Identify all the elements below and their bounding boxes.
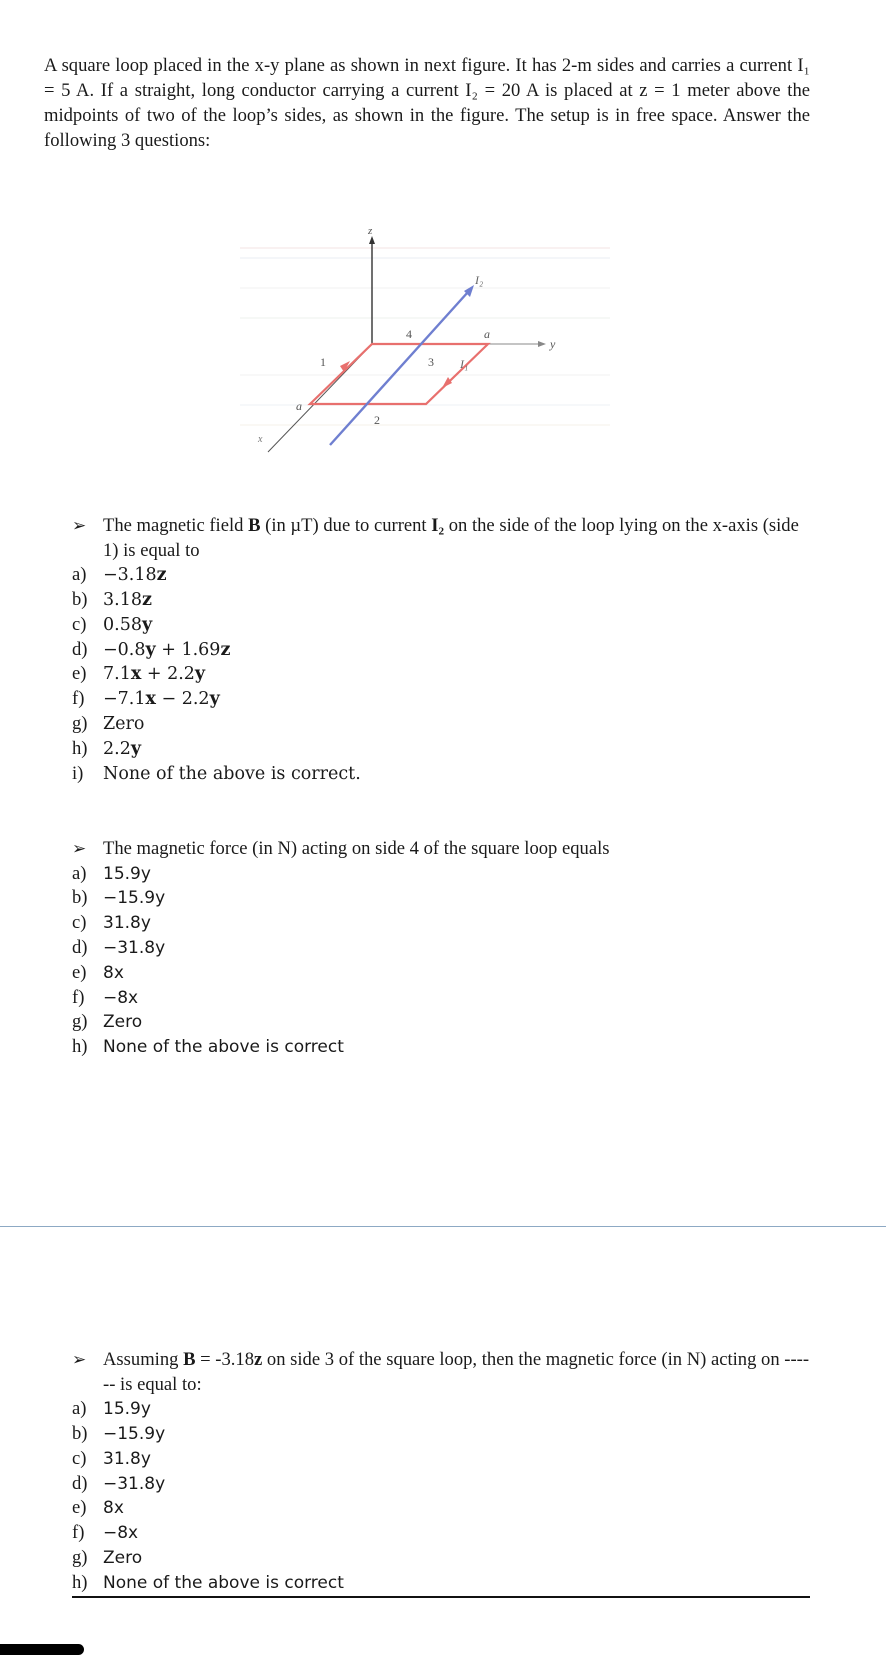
a-label-top: a bbox=[484, 327, 490, 341]
z-axis-arrowhead bbox=[369, 236, 375, 244]
a-label-left: a bbox=[296, 399, 302, 413]
y-axis-arrowhead bbox=[538, 341, 546, 347]
loop-figure bbox=[240, 220, 610, 460]
question-3 bbox=[72, 1348, 812, 1596]
q3-option-b[interactable]: b) −15.9y bbox=[72, 1422, 166, 1444]
q3-option-e[interactable]: e) 8x bbox=[72, 1497, 124, 1519]
q3-option-f[interactable]: f) −8x bbox=[72, 1522, 139, 1544]
q2-option-h[interactable]: h) None of the above is correct bbox=[72, 1036, 344, 1058]
q2-option-e[interactable]: e) 8x bbox=[72, 961, 124, 983]
q2-option-g[interactable]: g) Zero bbox=[72, 1011, 143, 1033]
loop-current-arrow-side-3 bbox=[442, 377, 452, 388]
page-divider bbox=[0, 1226, 886, 1227]
question-3-stem: ➢ Assuming B = -3.18z on side 3 of the square loop, then the magnetic force (in N) acting on ------ is equal to: bbox=[72, 1349, 810, 1395]
q2-option-d[interactable]: d) −31.8y bbox=[72, 936, 166, 958]
side-2-label: 2 bbox=[374, 413, 380, 427]
bullet-arrow-icon: ➢ bbox=[72, 1350, 87, 1369]
question-2-stem: ➢ The magnetic force (in N) acting on side 4 of the square loop equals bbox=[72, 837, 812, 862]
q3-option-h[interactable]: h) None of the above is correct bbox=[72, 1571, 344, 1593]
q2-option-c[interactable]: c) 31.8y bbox=[72, 912, 151, 934]
intro-sentence-2: I₁ = 5 A. If a straight, long conductor carrying a current I₂ = 20 A is placed at z = 1 meter above bbox=[44, 55, 810, 101]
q1-option-i[interactable]: i) None of the above is correct. bbox=[72, 762, 361, 784]
q1-option-h[interactable]: h) 2.2y bbox=[72, 737, 142, 759]
q1-option-g[interactable]: g) Zero bbox=[72, 712, 145, 734]
q3-option-a[interactable]: a) 15.9y bbox=[72, 1398, 151, 1420]
bullet-arrow-icon: ➢ bbox=[72, 516, 87, 535]
scroll-indicator-bar bbox=[0, 1644, 84, 1655]
side-1-label: 1 bbox=[320, 355, 326, 369]
q1-option-f[interactable]: f) −7.1x − 2.2y bbox=[72, 688, 220, 710]
q2-option-b[interactable]: b) −15.9y bbox=[72, 887, 166, 909]
square-loop bbox=[310, 344, 488, 404]
z-axis-label: z bbox=[368, 225, 373, 237]
bullet-arrow-icon: ➢ bbox=[72, 839, 87, 858]
question-1 bbox=[72, 514, 812, 786]
q3-option-g[interactable]: g) Zero bbox=[72, 1546, 143, 1568]
q3-option-d[interactable]: d) −31.8y bbox=[72, 1472, 166, 1494]
question-2-options bbox=[72, 862, 812, 1060]
y-axis-label: y bbox=[550, 337, 556, 351]
bottom-rule bbox=[72, 1596, 810, 1598]
question-1-options bbox=[72, 563, 812, 786]
question-3-options bbox=[72, 1397, 812, 1595]
intro-sentence-1: A square loop placed in the x-y plane as shown in next figure. It has 2-m sides and carries a current bbox=[44, 55, 793, 76]
side-3-label: 3 bbox=[428, 355, 434, 369]
question-2 bbox=[72, 837, 812, 1060]
q3-option-c[interactable]: c) 31.8y bbox=[72, 1447, 151, 1469]
q1-option-c[interactable]: c) 0.58y bbox=[72, 613, 153, 635]
intro-sentence-3: the midpoints of two of the loop’s sides, as shown in the figure. The setup is in free space. Answer bbox=[44, 80, 810, 126]
x-axis-label: x bbox=[258, 434, 263, 445]
q1-option-d[interactable]: d) −0.8y + 1.69z bbox=[72, 638, 231, 660]
q2-option-f[interactable]: f) −8x bbox=[72, 986, 139, 1008]
question-1-stem: ➢ The magnetic field B (in µT) due to current I₂ on the side of the loop lying on the x-axis (side 1) is equal to bbox=[72, 515, 799, 561]
long-conductor bbox=[330, 292, 468, 445]
i2-label: I₂ bbox=[475, 273, 484, 287]
q1-option-e[interactable]: e) 7.1x + 2.2y bbox=[72, 663, 206, 685]
intro-sentence-4: the following 3 questions: bbox=[44, 105, 810, 151]
q1-option-b[interactable]: b) 3.18z bbox=[72, 588, 152, 610]
q2-option-a[interactable]: a) 15.9y bbox=[72, 862, 151, 884]
q1-option-a[interactable]: a) −3.18z bbox=[72, 564, 167, 586]
i1-label: I₁ bbox=[460, 357, 469, 371]
problem-intro bbox=[44, 53, 810, 153]
side-4-label: 4 bbox=[406, 327, 412, 341]
